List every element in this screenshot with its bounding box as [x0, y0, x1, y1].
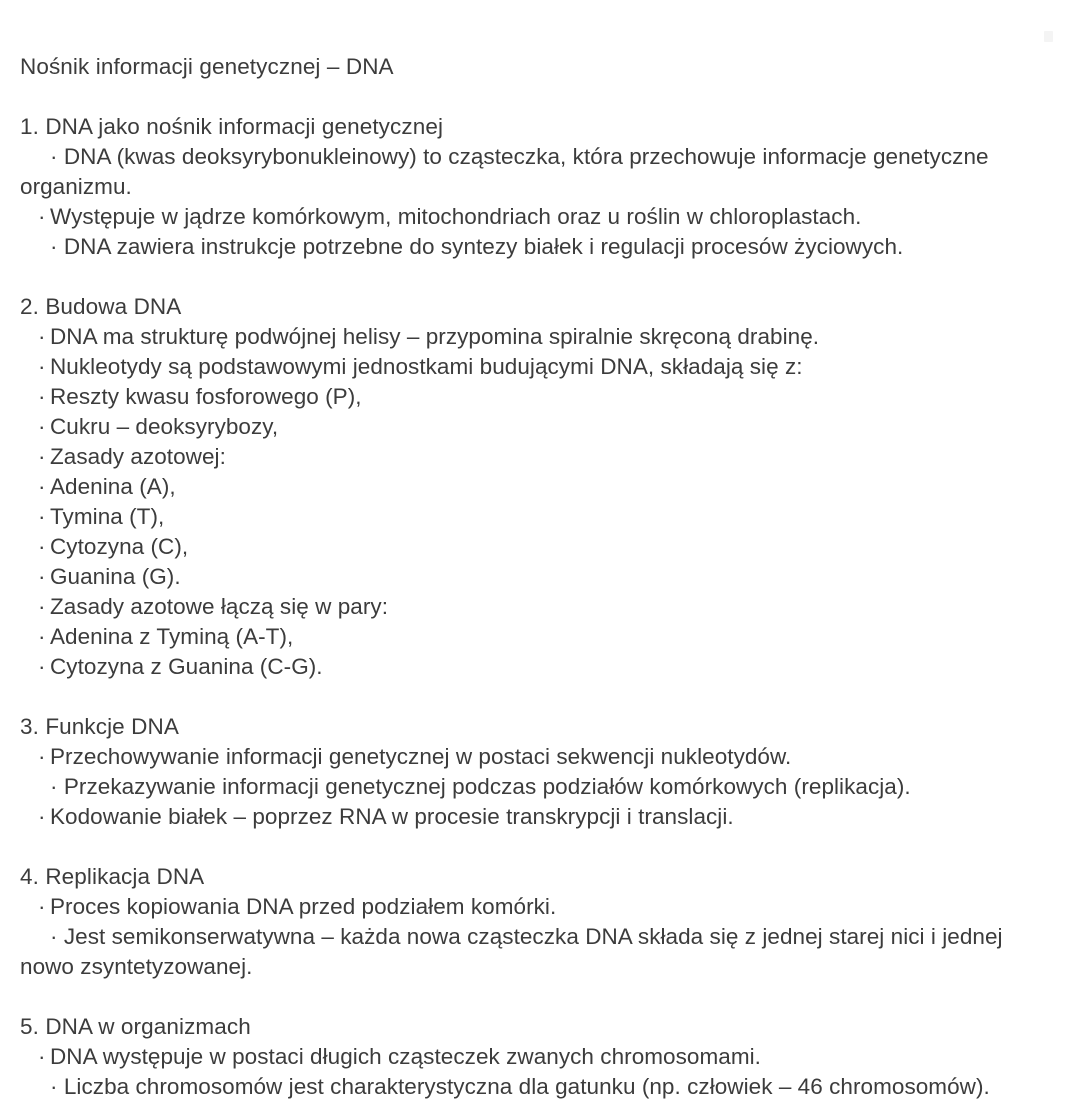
bullet-text: Cukru – deoksyrybozy, — [50, 414, 279, 439]
bullet-text: Jest semikonserwatywna – każda nowa cząsteczka DNA składa się z jednej starej nici i jednej nowo zsyntetyzowanej. — [20, 924, 1009, 979]
bullet-dot-icon: · — [38, 1044, 46, 1069]
bullet-text: Tymina (T), — [50, 504, 165, 529]
section-spacer — [0, 832, 1080, 862]
bullet-item — [0, 742, 1080, 772]
bullet-item — [0, 802, 1080, 832]
section-heading: 3. Funkcje DNA — [20, 714, 179, 739]
bullet-dot-icon: · — [38, 324, 46, 349]
bullet-item — [0, 622, 1080, 652]
bullet-dot-icon: · — [50, 234, 64, 259]
bullet-item — [0, 382, 1080, 412]
bullet-dot-icon: · — [38, 354, 46, 379]
bullet-text: DNA (kwas deoksyrybonukleinowy) to cząsteczka, która przechowuje informacje genetyczne organizmu. — [20, 144, 995, 199]
bullet-text: Liczba chromosomów jest charakterystyczna dla gatunku (np. człowiek – 46 chromosomów). — [63, 1074, 990, 1099]
bullet-text: Nukleotydy są podstawowymi jednostkami budującymi DNA, składają się z: — [50, 354, 803, 379]
bullet-item — [0, 652, 1080, 682]
bullet-text: Cytozyna (C), — [50, 534, 189, 559]
bullet-list — [0, 742, 1080, 832]
bullet-dot-icon: · — [38, 894, 46, 919]
section-spacer — [0, 82, 1080, 112]
bullet-text: Cytozyna z Guanina (C-G). — [50, 654, 323, 679]
bullet-list — [0, 322, 1080, 682]
bullet-item — [0, 202, 1080, 232]
bullet-dot-icon: · — [50, 924, 64, 949]
bullet-dot-icon: · — [38, 504, 46, 529]
bullet-text: Adenina z Tyminą (A-T), — [50, 624, 294, 649]
section-heading: 5. DNA w organizmach — [20, 1014, 251, 1039]
bullet-text: Przekazywanie informacji genetycznej podczas podziałów komórkowych (replikacja). — [63, 774, 911, 799]
bullet-item — [0, 472, 1080, 502]
bullet-list — [0, 1042, 1080, 1102]
bullet-list — [0, 892, 1080, 982]
bullet-text: Przechowywanie informacji genetycznej w postaci sekwencji nukleotydów. — [50, 744, 792, 769]
section-spacer — [0, 262, 1080, 292]
bullet-item — [0, 772, 1080, 802]
document-section — [0, 1012, 1080, 1102]
bullet-dot-icon: · — [38, 204, 46, 229]
document-section — [0, 292, 1080, 682]
section-heading: 2. Budowa DNA — [20, 294, 182, 319]
bullet-dot-icon: · — [50, 1074, 64, 1099]
bullet-dot-icon: · — [38, 564, 46, 589]
bullet-dot-icon: · — [38, 534, 46, 559]
bullet-item — [0, 442, 1080, 472]
bullet-item — [0, 562, 1080, 592]
bullet-item — [0, 412, 1080, 442]
document-section — [0, 112, 1080, 262]
bullet-text: Kodowanie białek – poprzez RNA w procesie transkrypcji i translacji. — [50, 804, 734, 829]
bullet-dot-icon: · — [38, 384, 46, 409]
bullet-text: Zasady azotowe łączą się w pary: — [50, 594, 389, 619]
bullet-item — [0, 322, 1080, 352]
sections-container — [0, 82, 1080, 1102]
document-section — [0, 712, 1080, 832]
bullet-item — [0, 1042, 1080, 1072]
bullet-text: Guanina (G). — [50, 564, 181, 589]
bullet-text: Adenina (A), — [50, 474, 176, 499]
bullet-item — [0, 502, 1080, 532]
bullet-dot-icon: · — [38, 474, 46, 499]
document-title: Nośnik informacji genetycznej – DNA — [20, 54, 394, 79]
bullet-dot-icon: · — [38, 444, 46, 469]
bullet-dot-icon: · — [38, 414, 46, 439]
bullet-list — [0, 142, 1080, 262]
bullet-dot-icon: · — [38, 594, 46, 619]
section-heading: 4. Replikacja DNA — [20, 864, 205, 889]
bullet-text: Reszty kwasu fosforowego (P), — [50, 384, 362, 409]
bullet-item — [0, 922, 1080, 982]
bullet-item — [0, 892, 1080, 922]
bullet-text: DNA zawiera instrukcje potrzebne do syntezy białek i regulacji procesów życiowych. — [63, 234, 904, 259]
section-spacer — [0, 982, 1080, 1012]
bullet-dot-icon: · — [38, 654, 46, 679]
section-heading: 1. DNA jako nośnik informacji genetycznej — [20, 114, 444, 139]
bullet-dot-icon: · — [50, 144, 64, 169]
bullet-text: DNA ma strukturę podwójnej helisy – przypomina spiralnie skręconą drabinę. — [50, 324, 820, 349]
bullet-item — [0, 142, 1080, 202]
bullet-item — [0, 532, 1080, 562]
bullet-text: Zasady azotowej: — [50, 444, 226, 469]
bullet-dot-icon: · — [38, 624, 46, 649]
bullet-text: Występuje w jądrze komórkowym, mitochondriach oraz u roślin w chloroplastach. — [50, 204, 862, 229]
bullet-dot-icon: · — [38, 804, 46, 829]
bullet-item — [0, 352, 1080, 382]
bullet-text: Proces kopiowania DNA przed podziałem komórki. — [50, 894, 557, 919]
bullet-item — [0, 1072, 1080, 1102]
bullet-item — [0, 592, 1080, 622]
document-section — [0, 862, 1080, 982]
bullet-item — [0, 232, 1080, 262]
bullet-dot-icon: · — [38, 744, 46, 769]
bullet-text: DNA występuje w postaci długich cząsteczek zwanych chromosomami. — [50, 1044, 761, 1069]
section-spacer — [0, 682, 1080, 712]
bullet-dot-icon: · — [50, 774, 64, 799]
